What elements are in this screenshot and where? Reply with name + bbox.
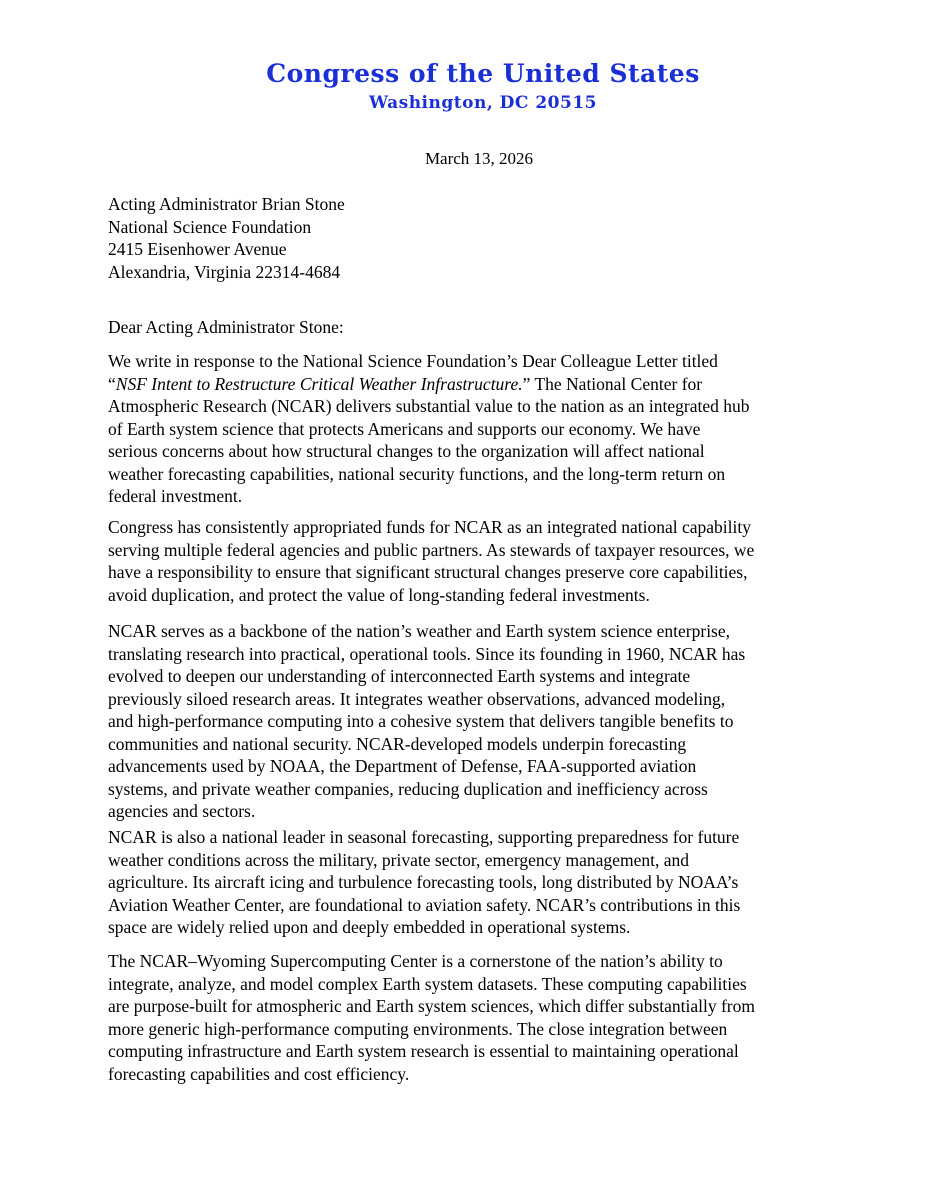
paragraph-line: serving multiple federal agencies and public partners. As stewards of taxpayer resources, we — [108, 539, 755, 560]
open-quote: “ — [108, 373, 116, 394]
recipient-street: 2415 Eisenhower Avenue — [108, 239, 287, 259]
paragraph-line: previously siloed research areas. It integrates weather observations, advanced modeling, — [108, 688, 726, 709]
paragraph-line: systems, and private weather companies, reducing duplication and inefficiency across — [108, 778, 708, 799]
recipient-name: Acting Administrator Brian Stone — [108, 194, 345, 214]
paragraph-line-rest: ” The National Center for — [522, 373, 703, 394]
paragraph-line: communities and national security. NCAR-developed models underpin forecasting — [108, 733, 687, 754]
letterhead — [0, 58, 928, 116]
paragraph-line: advancements used by NOAA, the Department of Defense, FAA-supported aviation — [108, 756, 697, 776]
paragraph-line: We write in response to the National Science Foundation’s Dear Colleague Letter titled — [108, 351, 718, 371]
paragraph-line: computing infrastructure and Earth system research is essential to maintaining operational — [108, 1041, 739, 1061]
paragraph-line: weather forecasting capabilities, national security functions, and the long-term return on — [108, 463, 726, 484]
paragraph-2 — [108, 516, 823, 606]
paragraph-line: avoid duplication, and protect the value of long-standing federal investments. — [108, 584, 650, 605]
paragraph-line: evolved to deepen our understanding of interconnected Earth systems and integrate — [108, 666, 691, 686]
paragraph-line: Congress has consistently appropriated funds for NCAR as an integrated national capability — [108, 517, 751, 537]
recipient-organization: National Science Foundation — [108, 216, 312, 237]
paragraph-5 — [108, 950, 823, 1085]
letterhead-title: Congress of the United States — [266, 59, 700, 88]
paragraph-4 — [108, 826, 823, 939]
paragraph-line: and high-performance computing into a cohesive system that delivers tangible benefits to — [108, 711, 734, 731]
paragraph-line: weather conditions across the military, private sector, emergency management, and — [108, 849, 689, 870]
paragraph-line: more generic high-performance computing environments. The close integration between — [108, 1018, 728, 1039]
paragraph-line: NCAR serves as a backbone of the nation’s weather and Earth system science enterprise, — [108, 621, 731, 641]
paragraph-line: The NCAR–Wyoming Supercomputing Center is a cornerstone of the nation’s ability to — [108, 951, 723, 971]
paragraph-line: NCAR is also a national leader in seasonal forecasting, supporting preparedness for future — [108, 827, 740, 847]
paragraph-line: forecasting capabilities and cost efficiency. — [108, 1063, 410, 1084]
paragraph-line: translating research into practical, operational tools. Since its founding in 1960, NCAR has — [108, 643, 746, 664]
salutation: Dear Acting Administrator Stone: — [108, 317, 344, 337]
paragraph-line: space are widely relied upon and deeply embedded in operational systems. — [108, 917, 631, 937]
paragraph-line: federal investment. — [108, 486, 243, 506]
letterhead-subtitle: Washington, DC 20515 — [369, 93, 597, 113]
paragraph-line: of Earth system science that protects Americans and supports our economy. We have — [108, 418, 701, 439]
paragraph-line: integrate, analyze, and model complex Earth system datasets. These computing capabilities — [108, 973, 747, 994]
paragraph-line: are purpose-built for atmospheric and Earth system sciences, which differ substantially from — [108, 996, 755, 1016]
paragraph-line: agriculture. Its aircraft icing and turbulence forecasting tools, long distributed by NOAA’s — [108, 872, 739, 892]
recipient-city: Alexandria, Virginia 22314-4684 — [108, 261, 341, 282]
paragraph-1 — [108, 350, 823, 508]
paragraph-3 — [108, 620, 823, 823]
paragraph-line: Atmospheric Research (NCAR) delivers substantial value to the nation as an integrated hub — [108, 396, 750, 416]
paragraph-line: serious concerns about how structural changes to the organization will affect national — [108, 441, 705, 461]
paragraph-line — [108, 373, 823, 396]
letter-date: March 13, 2026 — [424, 149, 534, 168]
letter-title-italic: NSF Intent to Restructure Critical Weather Infrastructure. — [115, 373, 523, 394]
paragraph-line: Aviation Weather Center, are foundational to aviation safety. NCAR’s contributions in this — [108, 894, 741, 915]
recipient-address — [108, 193, 345, 283]
paragraph-line: have a responsibility to ensure that significant structural changes preserve core capabilities, — [108, 562, 748, 582]
paragraph-line: agencies and sectors. — [108, 801, 256, 821]
